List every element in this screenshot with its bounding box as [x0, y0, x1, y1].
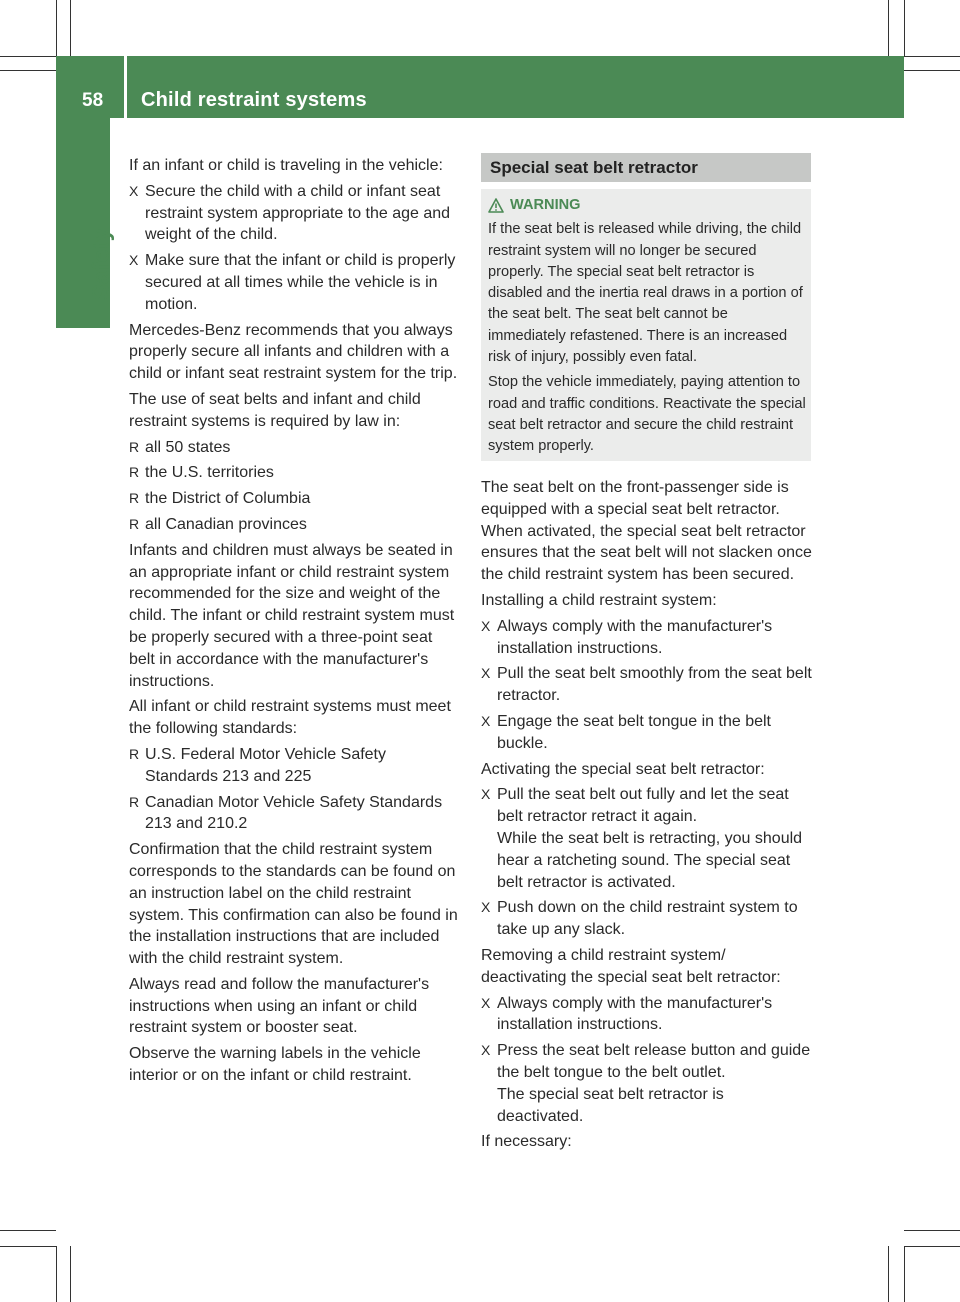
- bullet-text: the District of Columbia: [145, 490, 311, 508]
- step-text: Make sure that the infant or child is properly secured at all times while the vehicle is in motion.: [145, 252, 456, 313]
- crop-mark: [904, 56, 960, 57]
- crop-mark: [0, 1246, 56, 1247]
- paragraph-recommends: Mercedes-Benz recommends that you always properly secure all infants and children with a child or infant seat restraint system for the trip.: [129, 321, 458, 383]
- crop-mark: [70, 0, 71, 56]
- step-marker-icon: X: [481, 899, 491, 916]
- crop-mark: [0, 70, 56, 71]
- bullet-marker-icon: R: [129, 793, 140, 810]
- warning-triangle-icon: [488, 198, 504, 213]
- bullet-item: [129, 792, 462, 836]
- step-marker-icon: X: [481, 1042, 491, 1059]
- bullet-text: all Canadian provinces: [145, 515, 307, 533]
- step-item: [481, 784, 814, 893]
- step-marker-icon: X: [481, 786, 491, 803]
- step-item: [129, 181, 462, 246]
- step-text: Pull the seat belt smoothly from the seat belt retractor.: [497, 665, 812, 705]
- bullet-item: [129, 488, 462, 510]
- chapter-title: Child restraint systems: [141, 89, 367, 111]
- paragraph-confirmation: Confirmation that the child restraint system corresponds to the standards can be found on an instruction label on the child restraint system. This confirmation can also be found in the installation instructions that are included with the child restraint system.: [129, 841, 458, 968]
- step-marker-icon: X: [129, 182, 139, 199]
- crop-mark: [904, 1246, 960, 1247]
- step-note: The special seat belt retractor is deactivated.: [497, 1085, 724, 1125]
- paragraph-front: The seat belt on the front-passenger side is equipped with a special seat belt retractor. When activated, the special seat belt retractor ensures that the seat belt will not slacken once the child restraint system has been secured.: [481, 479, 812, 584]
- step-marker-icon: X: [481, 665, 491, 682]
- paragraph-law: The use of seat belts and infant and child restraint systems is required by law in:: [129, 390, 421, 430]
- paragraph-observe: Observe the warning labels in the vehicle interior or on the infant or child restraint.: [129, 1045, 421, 1085]
- bullet-text: the U.S. territories: [145, 464, 274, 482]
- bullet-item: [129, 744, 462, 788]
- warning-content: [488, 195, 806, 462]
- crop-mark: [904, 1230, 960, 1231]
- crop-mark: [56, 0, 57, 56]
- crop-mark: [904, 70, 960, 71]
- section-heading: Special seat belt retractor: [490, 158, 698, 177]
- bullet-marker-icon: R: [129, 490, 140, 507]
- intro-text: If an infant or child is traveling in the vehicle:: [129, 157, 443, 174]
- paragraph-installing: Installing a child restraint system:: [481, 591, 717, 609]
- step-text: Secure the child with a child or infant seat restraint system appropriate to the age and weight of the child.: [145, 182, 451, 244]
- bullet-marker-icon: R: [129, 515, 140, 532]
- step-item: [481, 663, 814, 707]
- step-item: [481, 1040, 814, 1127]
- bullet-marker-icon: R: [129, 745, 140, 762]
- paragraph-standards: All infant or child restraint systems must meet the following standards:: [129, 698, 451, 738]
- crop-mark: [888, 1246, 889, 1302]
- crop-mark: [888, 0, 889, 56]
- side-tab-label: Safety: [88, 227, 115, 300]
- bullet-item: [129, 514, 462, 536]
- paragraph-infants: Infants and children must always be seated in an appropriate infant or child restraint system recommended for the size and weight of the child. The infant or child restraint system must be properly secured with a three-point seat belt in accordance with the manufacturer's instructions.: [129, 541, 455, 690]
- bullet-marker-icon: R: [129, 464, 140, 481]
- warning-title: WARNING: [510, 197, 581, 213]
- warning-title-row: [488, 195, 806, 216]
- step-marker-icon: X: [129, 252, 139, 269]
- step-text: Push down on the child restraint system to take up any slack.: [497, 899, 798, 939]
- page-number: 58: [82, 90, 104, 111]
- crop-mark: [904, 1246, 905, 1302]
- bullet-item: [129, 437, 462, 459]
- paragraph-always-read: Always read and follow the manufacturer's instructions when using an infant or child restraint system or booster seat.: [129, 975, 430, 1037]
- step-text: Engage the seat belt tongue in the belt buckle.: [497, 712, 771, 752]
- bullet-text: U.S. Federal Motor Vehicle Safety Standards 213 and 225: [145, 745, 386, 785]
- step-marker-icon: X: [481, 712, 491, 729]
- step-item: [481, 993, 814, 1037]
- step-marker-icon: X: [481, 617, 491, 634]
- step-item: [129, 250, 462, 315]
- step-item: [481, 616, 814, 660]
- crop-mark: [904, 0, 905, 56]
- step-item: [481, 711, 814, 755]
- step-text: Pull the seat belt out fully and let the seat belt retractor retract it again.: [497, 786, 789, 826]
- paragraph-necessary: If necessary:: [481, 1133, 572, 1151]
- step-text: Press the seat belt release button and guide the belt tongue to the belt outlet.: [497, 1042, 811, 1081]
- right-column: [481, 477, 814, 1157]
- crop-mark: [0, 56, 56, 57]
- warning-paragraph: Stop the vehicle immediately, paying attention to road and traffic conditions. Reactivate the special seat belt retractor and secure the child restraint system properly.: [488, 374, 806, 455]
- step-text: Always comply with the manufacturer's installation instructions.: [497, 994, 773, 1034]
- crop-mark: [56, 1246, 57, 1302]
- paragraph-activating: Activating the special seat belt retractor:: [481, 760, 765, 778]
- header-divider: [124, 56, 127, 118]
- step-text: Always comply with the manufacturer's installation instructions.: [497, 617, 773, 657]
- bullet-marker-icon: R: [129, 438, 140, 455]
- bullet-item: [129, 462, 462, 484]
- bullet-text: all 50 states: [145, 438, 231, 456]
- crop-mark: [0, 1230, 56, 1231]
- step-marker-icon: X: [481, 994, 491, 1011]
- paragraph-removing: Removing a child restraint system/ deactivating the special seat belt retractor:: [481, 946, 781, 986]
- bullet-text: Canadian Motor Vehicle Safety Standards 213 and 210.2: [145, 793, 443, 833]
- step-item: [481, 897, 814, 941]
- left-column: [129, 155, 462, 1091]
- warning-paragraph: If the seat belt is released while driving, the child restraint system will no longer be secured properly. The special seat belt retractor is disabled and the inertia real draws in a portion of the seat belt. The seat belt cannot be immediately refastened. There is an increased risk of injury, possibly even fatal.: [488, 221, 803, 366]
- step-note: While the seat belt is retracting, you should hear a ratcheting sound. The special seat belt retractor is activated.: [497, 829, 803, 891]
- crop-mark: [70, 1246, 71, 1302]
